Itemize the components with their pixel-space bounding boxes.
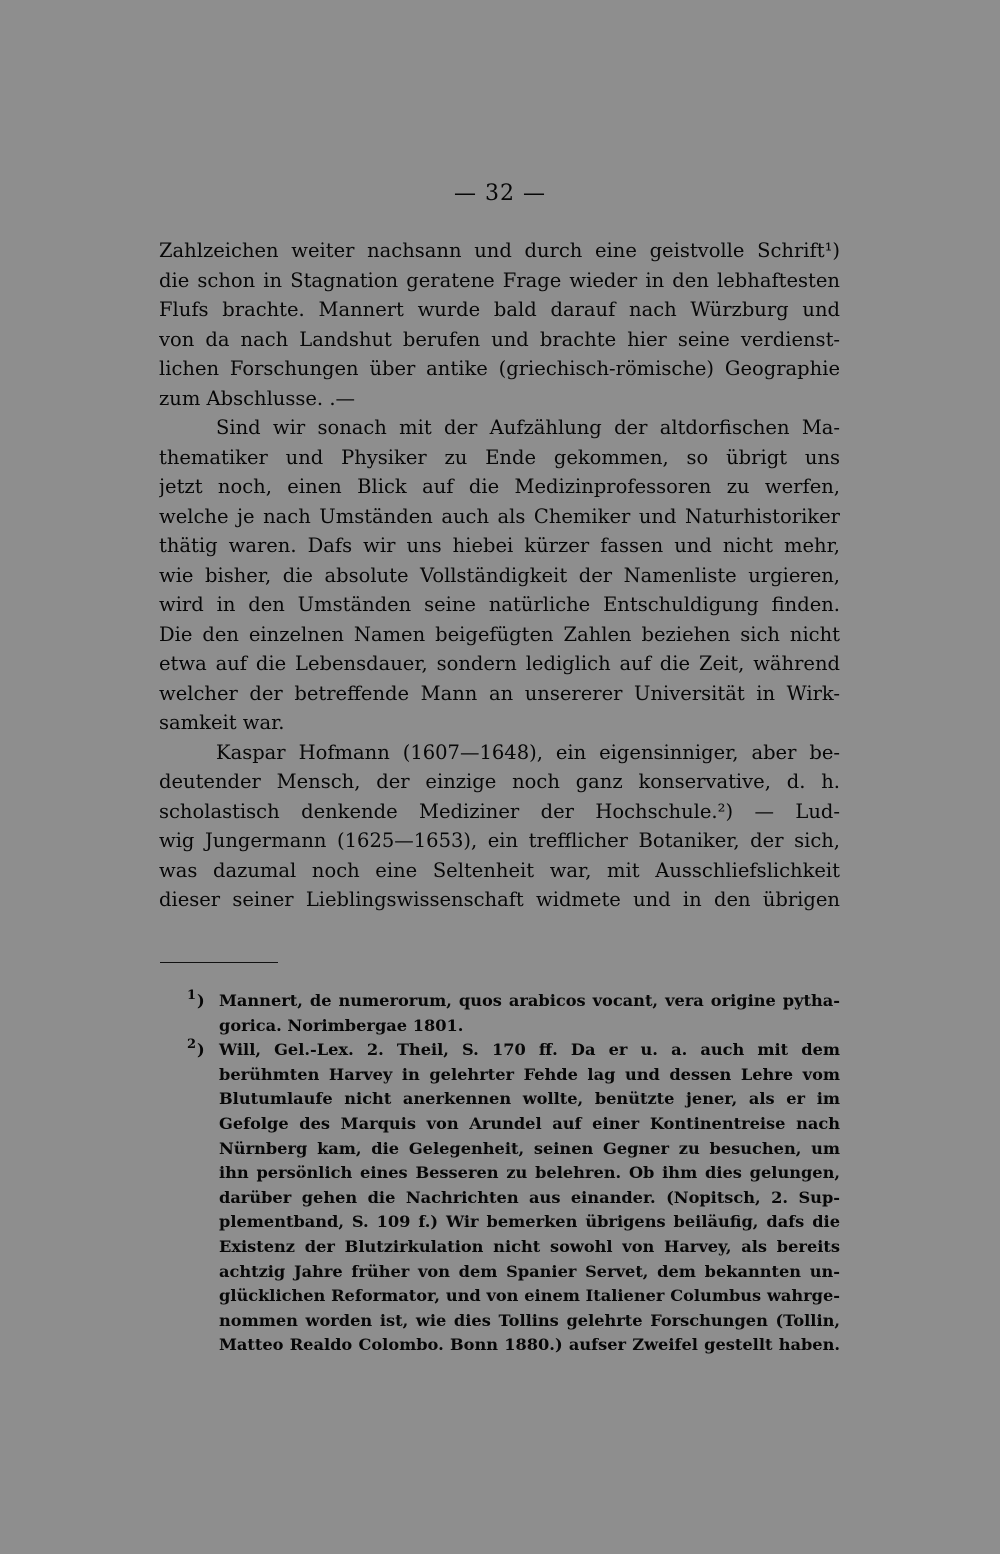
body-line: deutender Mensch, der einzige noch ganz konservative, d. h. (159, 770, 840, 793)
body-line: Zahlzeichen weiter nachsann und durch eine geistvolle Schrift¹) (159, 239, 840, 262)
footnote-line: Blutumlaufe nicht anerkennen wollte, benützte jener, als er im (219, 1089, 840, 1109)
body-line: Sind wir sonach mit der Aufzählung der altdorfischen Ma- (216, 416, 840, 439)
footnote-marker-paren: ) (197, 991, 205, 1010)
footnote-1-first-line (187, 989, 840, 1014)
footnote-line: ihn persönlich eines Besseren zu belehren. Ob ihm dies gelungen, (219, 1163, 840, 1183)
footnote-text: Mannert, de numerorum, quos arabicos vocant, vera origine pytha- (219, 991, 840, 1010)
body-line: zum Abschlusse. .— (159, 386, 356, 410)
body-line: wig Jungermann (1625—1653), ein trefflicher Botaniker, der sich, (159, 829, 840, 852)
footnote-line: Gefolge des Marquis von Arundel auf einer Kontinentreise nach (219, 1113, 840, 1133)
body-line: thematiker und Physiker zu Ende gekommen, so übrigt uns (159, 445, 840, 469)
footnote-line: Existenz der Blutzirkulation nicht sowohl von Harvey, als bereits (219, 1236, 840, 1256)
body-line: thätig waren. Dafs wir uns hiebei kürzer fassen und nicht mehr, (159, 534, 840, 557)
footnote-line: nommen worden ist, wie dies Tollins gelehrte Forschungen (Tollin, (219, 1310, 840, 1330)
footnote-text: Will, Gel.-Lex. 2. Theil, S. 170 ff. Da er u. a. auch mit dem (219, 1040, 840, 1060)
footnote-marker: 2 (187, 1038, 197, 1053)
body-line: etwa auf die Lebensdauer, sondern lediglich auf die Zeit, während (159, 652, 840, 675)
body-line: lichen Forschungen über antike (griechisch-römische) Geographie (159, 357, 840, 380)
body-line: Flufs brachte. Mannert wurde bald darauf nach Würzburg und (159, 298, 840, 321)
footnote-line: gorica. Norimbergae 1801. (219, 1015, 464, 1035)
body-line: welcher der betreffende Mann an unsererer Universität in Wirk- (159, 681, 840, 705)
footnotes (187, 989, 840, 1358)
footnote-line: berühmten Harvey in gelehrter Fehde lag und dessen Lehre vom (219, 1064, 840, 1084)
body-line: wird in den Umständen seine natürliche Entschuldigung finden. (159, 593, 840, 616)
footnote-marker-paren: ) (197, 1040, 205, 1060)
body-line: von da nach Landshut berufen und brachte hier seine verdienst- (159, 327, 840, 351)
footnote-line: Nürnberg kam, die Gelegenheit, seinen Gegner zu besuchen, um (219, 1138, 840, 1158)
footnote-line: Matteo Realdo Colombo. Bonn 1880.) aufser Zweifel gestellt haben. (219, 1335, 840, 1355)
body-line: wie bisher, die absolute Vollständigkeit der Namenliste urgieren, (159, 563, 840, 587)
footnote-line: plementband, S. 109 f.) Wir bemerken übrigens beiläufig, dafs die (219, 1212, 840, 1232)
body-line: samkeit war. (159, 711, 285, 734)
body-line: dieser seiner Lieblingswissenschaft widmete und in den übrigen (159, 888, 840, 911)
body-line: scholastisch denkende Mediziner der Hochschule.²) — Lud- (159, 799, 840, 823)
footnote-line: darüber gehen die Nachrichten aus einander. (Nopitsch, 2. Sup- (219, 1187, 840, 1207)
footnote-2-first-line (187, 1038, 840, 1063)
footnote-marker: 1 (187, 989, 197, 1003)
body-line: Kaspar Hofmann (1607—1648), ein eigensinniger, aber be- (216, 740, 840, 764)
page-number: — 32 — (454, 181, 546, 206)
body-line: welche je nach Umständen auch als Chemiker und Naturhistoriker (159, 504, 840, 528)
body-line: jetzt noch, einen Blick auf die Medizinprofessoren zu werfen, (159, 475, 840, 498)
body-line: Die den einzelnen Namen beigefügten Zahlen beziehen sich nicht (159, 622, 840, 646)
footnote-line: achtzig Jahre früher von dem Spanier Servet, dem bekannten un- (219, 1261, 840, 1281)
body-text (159, 236, 840, 915)
body-line: die schon in Stagnation geratene Frage wieder in den lebhaftesten (159, 268, 840, 292)
footnote-line: glücklichen Reformator, und von einem Italiener Columbus wahrge- (219, 1286, 840, 1306)
body-line: was dazumal noch eine Seltenheit war, mit Ausschliefslichkeit (159, 858, 840, 882)
footnote-divider (160, 962, 278, 963)
